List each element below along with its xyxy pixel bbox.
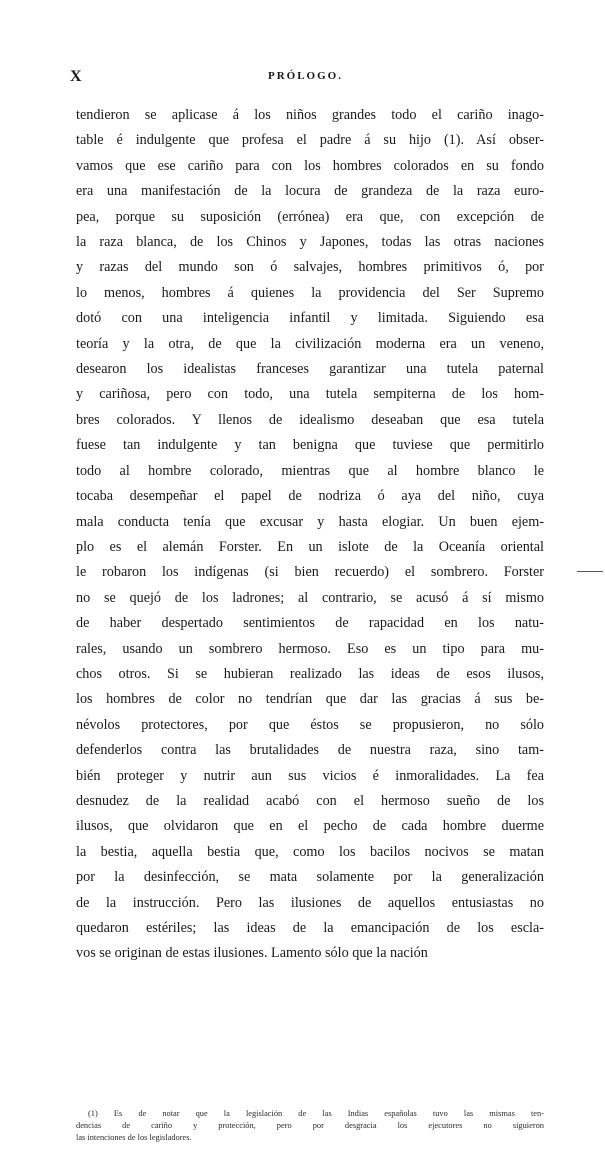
footnote-line: las intenciones de los legisladores.	[76, 1133, 192, 1142]
text-line: quedaron estériles; las ideas de la emancipación de los escla-	[76, 920, 544, 936]
footnote-line: dencias de cariño y protección, pero por desgracia los ejecutores no siguieron	[76, 1121, 544, 1130]
text-line: de la instrucción. Pero las ilusiones de aquellos entusiastas no	[76, 894, 544, 911]
text-line: rales, usando un sombrero hermoso. Eso es un tipo para mu-	[76, 640, 544, 657]
text-line: la raza blanca, de los Chinos y Japones, todas las otras naciones	[76, 234, 544, 251]
text-line: chos otros. Si se hubieran realizado las ideas de esos ilusos,	[76, 665, 544, 682]
text-line: table é indulgente que profesa el padre á su hijo (1). Así obser-	[76, 132, 544, 149]
text-line: fuese tan indulgente y tan benigna que tuviese que permitirlo	[76, 437, 544, 454]
text-line: ilusos, que olvidaron que en el pecho de cada hombre duerme	[76, 818, 544, 835]
running-head: PRÓLOGO.	[268, 70, 343, 82]
text-line: névolos protectores, por que éstos se propusieron, no sólo	[76, 716, 544, 733]
footnote	[76, 1108, 544, 1144]
footnote-line: (1) Es de notar que la legislación de las Indias españolas tuvo las mismas ten-	[88, 1109, 544, 1118]
text-line: bién proteger y nutrir aun sus vicios é inmoralidades. La fea	[76, 767, 544, 784]
text-line: no se quejó de los ladrones; al contrario, se acusó á sí mismo	[76, 589, 544, 606]
text-line: mala conducta tenía que excusar y hasta elogiar. Un buen ejem-	[76, 513, 544, 530]
text-line: de haber despertado sentimientos de rapacidad en los natu-	[76, 615, 544, 632]
text-line: tendieron se aplicase á los niños grandes todo el cariño inago-	[76, 107, 544, 123]
text-line: era una manifestación de la locura de grandeza de la raza euro-	[76, 183, 544, 200]
page-number: X	[70, 68, 82, 85]
text-line: y razas del mundo son ó salvajes, hombres primitivos ó, por	[76, 259, 544, 276]
text-line: y cariñosa, pero con todo, una tutela sempiterna de los hom-	[76, 386, 544, 403]
page-header	[0, 68, 605, 92]
text-line: tocaba desempeñar el papel de nodriza ó aya del niño, cuya	[76, 488, 544, 505]
text-line: vamos que ese cariño para con los hombres colorados en su fondo	[76, 157, 544, 174]
body-text	[76, 103, 544, 967]
text-line: plo es el alemán Forster. En un islote de la Oceanía oriental	[76, 538, 544, 555]
text-line: pea, porque su suposición (errónea) era que, con excepción de	[76, 208, 544, 225]
text-line: dotó con una inteligencia infantil y limitada. Siguiendo esa	[76, 310, 544, 327]
text-line: por la desinfección, se mata solamente por la generalización	[76, 869, 544, 886]
text-line: vos se originan de estas ilusiones. Lamento sólo que la nación	[76, 945, 428, 962]
text-line: todo al hombre colorado, mientras que al hombre blanco le	[76, 462, 544, 479]
text-line: desearon los idealistas franceses garantizar una tutela paternal	[76, 361, 544, 378]
text-line: defenderlos contra las brutalidades de nuestra raza, sino tam-	[76, 742, 544, 759]
margin-rule	[577, 571, 603, 572]
text-line: le robaron los indígenas (si bien recuerdo) el sombrero. Forster	[76, 564, 544, 581]
text-line: bres colorados. Y llenos de idealismo deseaban que esa tutela	[76, 411, 544, 428]
text-line: la bestia, aquella bestia que, como los bacilos nocivos se matan	[76, 843, 544, 860]
text-line: desnudez de la realidad acabó con el hermoso sueño de los	[76, 792, 544, 809]
text-line: los hombres de color no tendrían que dar las gracias á sus be-	[76, 691, 544, 708]
text-line: teoría y la otra, de que la civilización moderna era un veneno,	[76, 335, 544, 352]
text-line: lo menos, hombres á quienes la providencia del Ser Supremo	[76, 284, 544, 301]
